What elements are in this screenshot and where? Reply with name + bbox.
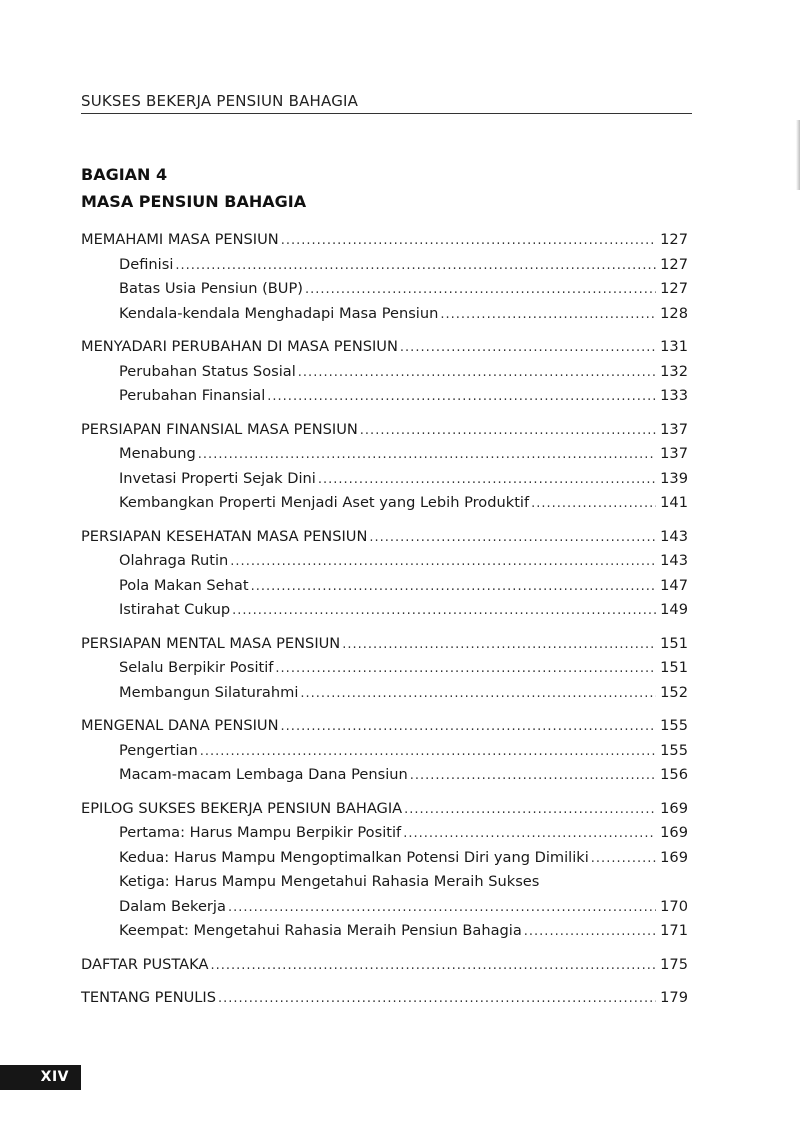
header-rule [81,113,692,114]
toc-page-number: 141 [660,494,688,511]
toc-page-number: 133 [660,387,688,404]
dot-leader [305,278,656,303]
toc-chapter-title: TENTANG PENULIS [81,989,216,1006]
part-label: BAGIAN 4 [81,165,168,184]
toc-page-number: 132 [660,362,688,380]
dot-leader [369,526,656,551]
dot-leader [251,575,657,600]
dot-leader [300,682,656,707]
toc-subentry-title: Invetasi Properti Sejak Dini [119,469,316,487]
toc-subentry-title: Dalam Bekerja [119,897,226,915]
dot-leader [298,361,656,386]
toc-subentry[interactable] [81,895,688,920]
toc-subentry[interactable] [81,574,688,599]
dot-leader [230,550,656,575]
toc-page-number: 151 [660,659,688,676]
toc-page-number: 169 [660,848,688,866]
toc-section [81,986,688,1011]
toc-subentry[interactable] [81,763,688,788]
toc-section [81,335,688,409]
toc-chapter-entry[interactable] [81,986,688,1011]
toc-chapter-title: MEMAHAMI MASA PENSIUN [81,231,279,248]
toc-chapter-entry[interactable] [81,797,688,822]
dot-leader [360,419,656,444]
toc-subentry[interactable] [81,846,688,871]
toc-subentry[interactable] [81,491,688,516]
toc-section [81,953,688,978]
toc-page-number: 147 [660,576,688,594]
dot-leader [404,798,656,823]
dot-leader [275,657,656,682]
toc-subentry[interactable] [81,549,688,574]
dot-leader [175,254,656,279]
toc-subentry[interactable] [81,681,688,706]
toc-subentry[interactable] [81,821,688,846]
dot-leader [400,336,656,361]
dot-leader [524,920,656,945]
dot-leader [410,764,656,789]
page-number: XIV [0,1065,81,1090]
toc-chapter-title: PERSIAPAN KESEHATAN MASA PENSIUN [81,527,368,545]
toc-subentry[interactable] [81,870,688,895]
toc-subentry[interactable] [81,302,688,327]
toc-page-number: 171 [660,922,688,939]
dot-leader [281,715,657,740]
toc-chapter-entry[interactable] [81,418,688,443]
toc-page-number: 143 [660,527,688,545]
toc-subentry-title: Pengertian [119,741,198,759]
toc-chapter-entry[interactable] [81,335,688,360]
toc-chapter-entry[interactable] [81,525,688,550]
dot-leader [531,492,656,517]
toc-page-number: 149 [660,601,688,618]
dot-leader [232,599,656,624]
toc-chapter-title: MENGENAL DANA PENSIUN [81,717,279,734]
toc-chapter-title: PERSIAPAN FINANSIAL MASA PENSIUN [81,420,358,438]
toc-page-number: 127 [660,255,688,273]
toc-subentry-title: Ketiga: Harus Mampu Mengetahui Rahasia Meraih Sukses [119,873,540,890]
dot-leader [318,468,656,493]
dot-leader [228,896,656,921]
toc-chapter-entry[interactable] [81,228,688,253]
toc-subentry-title: Definisi [119,255,174,273]
toc-section [81,525,688,623]
toc-page-number: 127 [660,231,688,248]
toc-subentry-title: Selalu Berpikir Positif [119,659,274,676]
toc-page-number: 131 [660,338,688,355]
toc-subentry-title: Batas Usia Pensiun (BUP) [119,280,303,297]
toc-subentry-title: Pertama: Harus Mampu Berpikir Positif [119,824,402,841]
part-heading [81,161,306,215]
toc-page-number: 137 [660,420,688,438]
dot-leader [198,443,656,468]
toc-chapter-title: MENYADARI PERUBAHAN DI MASA PENSIUN [81,338,398,355]
toc-subentry-title: Menabung [119,445,196,462]
table-of-contents [81,228,688,1020]
toc-subentry[interactable] [81,253,688,278]
toc-page-number: 155 [660,741,688,759]
toc-page-number: 128 [660,304,688,322]
toc-subentry-title: Istirahat Cukup [119,601,231,618]
toc-subentry-title: Macam-macam Lembaga Dana Pensiun [119,766,408,783]
toc-subentry[interactable] [81,277,688,302]
toc-chapter-entry[interactable] [81,953,688,978]
toc-subentry[interactable] [81,467,688,492]
toc-page-number: 155 [660,717,688,734]
toc-section [81,714,688,788]
toc-chapter-title: DAFTAR PUSTAKA [81,955,209,973]
toc-subentry[interactable] [81,384,688,409]
toc-page-number: 175 [660,955,688,973]
toc-page-number: 143 [660,552,688,569]
toc-section [81,418,688,516]
toc-subentry-title: Kedua: Harus Mampu Mengoptimalkan Potensi Diri yang Dimiliki [119,848,589,866]
toc-page-number: 170 [660,897,688,915]
dot-leader [403,822,656,847]
toc-subentry-title: Membangun Silaturahmi [119,683,299,701]
toc-chapter-title: EPILOG SUKSES BEKERJA PENSIUN BAHAGIA [81,799,403,817]
toc-subentry[interactable] [81,442,688,467]
toc-subentry[interactable] [81,656,688,681]
toc-section [81,228,688,326]
dot-leader [591,847,656,872]
page-edge-shadow [796,120,800,190]
dot-leader [210,954,656,979]
toc-page-number: 169 [660,799,688,817]
toc-subentry-title: Perubahan Finansial [119,387,266,404]
toc-chapter-entry[interactable] [81,632,688,657]
toc-section [81,797,688,944]
toc-page-number: 152 [660,683,688,701]
dot-leader [218,987,656,1012]
toc-page-number: 139 [660,469,688,487]
toc-subentry-title: Kembangkan Properti Menjadi Aset yang Lebih Produktif [119,494,530,511]
toc-chapter-title: PERSIAPAN MENTAL MASA PENSIUN [81,634,341,652]
part-title: MASA PENSIUN BAHAGIA [81,192,307,211]
toc-subentry[interactable] [81,598,688,623]
dot-leader [342,633,656,658]
toc-chapter-entry[interactable] [81,714,688,739]
toc-subentry[interactable] [81,360,688,385]
running-header: SUKSES BEKERJA PENSIUN BAHAGIA [81,92,359,110]
toc-subentry-title: Perubahan Status Sosial [119,362,296,380]
toc-subentry-title: Kendala-kendala Menghadapi Masa Pensiun [119,304,439,322]
toc-page-number: 169 [660,824,688,841]
dot-leader [440,303,656,328]
toc-page-number: 156 [660,766,688,783]
toc-subentry-title: Keempat: Mengetahui Rahasia Meraih Pensiun Bahagia [119,922,522,939]
dot-leader [267,385,656,410]
toc-subentry[interactable] [81,739,688,764]
toc-subentry-title: Olahraga Rutin [119,552,229,569]
toc-page-number: 151 [660,634,688,652]
toc-subentry-title: Pola Makan Sehat [119,576,249,594]
dot-leader [281,229,656,254]
toc-subentry[interactable] [81,919,688,944]
toc-page-number: 179 [660,989,688,1006]
toc-page-number: 127 [660,280,688,297]
toc-page-number: 137 [660,445,688,462]
dot-leader [200,740,656,765]
toc-section [81,632,688,706]
